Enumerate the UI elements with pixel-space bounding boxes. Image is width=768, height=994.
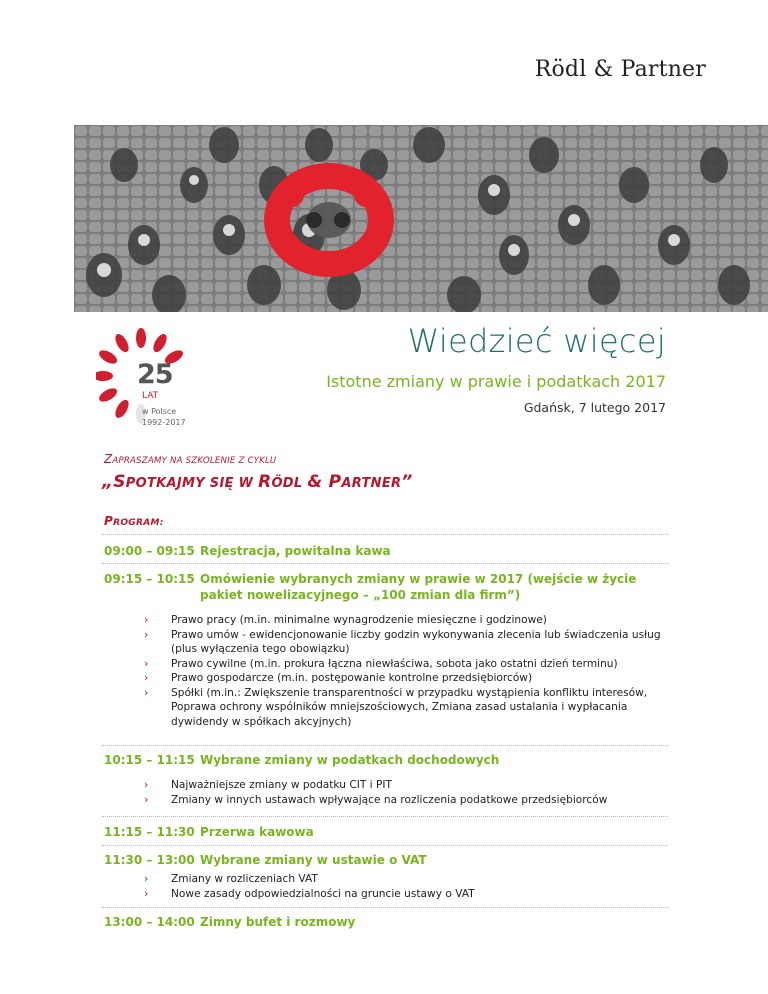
list-item <box>144 686 681 730</box>
list-item <box>144 872 681 887</box>
chevron-right-icon: › <box>144 778 149 791</box>
chevron-right-icon: › <box>144 613 149 626</box>
slot-time: 13:00 – 14:00 <box>104 915 195 929</box>
chevron-right-icon: › <box>144 627 149 641</box>
list-item-text: Prawo umów - ewidencjonowanie liczby godzin wykonywania zlecenia lub świadczenia usług (plus wyłączenia tego obowiązku) <box>171 628 661 655</box>
list-item <box>144 628 681 657</box>
agenda-slot <box>104 543 391 559</box>
logo-subtext <box>142 406 186 428</box>
agenda-slot <box>104 824 314 840</box>
list-item <box>144 793 681 808</box>
list-item-text: Nowe zasady odpowiedzialności na gruncie ustawy o VAT <box>171 887 475 900</box>
slot-title-cont: pakiet nowelizacyjnego – „100 zmian dla firm”) <box>200 588 521 602</box>
chevron-right-icon: › <box>144 671 149 684</box>
logo-sub-line-2: 1992-2017 <box>142 418 186 427</box>
slot-time: 09:15 – 10:15 <box>104 572 195 586</box>
list-item <box>144 657 681 672</box>
agenda-slot <box>104 914 355 930</box>
bullet-list <box>144 872 681 901</box>
list-item <box>144 613 681 628</box>
logo-lat: LAT <box>142 391 159 401</box>
event-date: Gdańsk, 7 lutego 2017 <box>523 400 666 415</box>
list-item-text: Prawo cywilne (m.in. prokura łączna niewłaściwa, sobota jako ostatni dzień terminu) <box>171 657 618 670</box>
page-title: Wiedzieć więcej <box>407 322 666 360</box>
list-item-text: Spółki (m.in.: Zwiększenie transparentności w przypadku wystąpienia konfliktu interesów, Poprawa ochrony wspólników mniejszościowych, Zmiana zasad ustalania i wypłacania dywidendy w spółkach akcyjnych) <box>171 686 648 728</box>
hero-photo-crowd <box>74 125 768 312</box>
slot-title: Wybrane zmiany w podatkach dochodowych <box>200 753 500 767</box>
anniversary-logo <box>96 324 226 434</box>
list-item <box>144 887 681 902</box>
logo-sub-line-1: w Polsce <box>142 407 177 416</box>
page-subtitle: Istotne zmiany w prawie i podatkach 2017 <box>326 372 666 391</box>
slot-title-block <box>200 571 636 603</box>
list-item-text: Zmiany w innych ustawach wpływające na rozliczenia podatkowe przedsiębiorców <box>171 793 608 806</box>
list-item-text: Zmiany w rozliczeniach VAT <box>171 873 318 885</box>
divider <box>102 534 668 535</box>
chevron-right-icon: › <box>144 886 149 900</box>
bullet-list <box>144 778 681 807</box>
slot-title: Omówienie wybranych zmiany w prawie w 2017 (wejście w życie <box>200 572 637 586</box>
chevron-right-icon: › <box>144 872 149 885</box>
brand-logo-text: Rödl & Partner <box>534 57 706 82</box>
program-label: PROGRAM: <box>104 514 164 528</box>
logo-number: 25 <box>137 359 173 390</box>
divider <box>102 845 668 846</box>
list-item-text: Prawo gospodarcze (m.in. postępowanie kontrolne przedsiębiorców) <box>171 672 533 684</box>
list-item-text: Prawo pracy (m.in. minimalne wynagrodzenie miesięczne i godzinowe) <box>171 614 547 626</box>
divider <box>102 907 668 908</box>
series-heading: „SPOTKAJMY SIĘ W RÖDL & PARTNER” <box>102 472 413 492</box>
chevron-right-icon: › <box>144 685 149 699</box>
divider <box>102 563 668 564</box>
slot-time: 11:15 – 11:30 <box>104 825 195 839</box>
agenda-slot <box>104 571 636 603</box>
slot-title: Rejestracja, powitalna kawa <box>200 544 391 558</box>
slot-time: 10:15 – 11:15 <box>104 753 195 767</box>
slot-title: Zimny bufet i rozmowy <box>200 915 356 929</box>
slot-title: Wybrane zmiany w ustawie o VAT <box>200 853 427 867</box>
list-item-text: Najważniejsze zmiany w podatku CIT i PIT <box>171 779 392 791</box>
agenda-slot <box>104 852 427 868</box>
chevron-right-icon: › <box>144 792 149 806</box>
chevron-right-icon: › <box>144 656 149 670</box>
list-item <box>144 778 681 793</box>
slot-time: 09:00 – 09:15 <box>104 544 195 558</box>
bullet-list <box>144 613 681 729</box>
agenda-slot <box>104 752 499 768</box>
list-item <box>144 671 681 686</box>
invite-heading: ZAPRASZAMY NA SZKOLENIE Z CYKLU <box>104 452 277 466</box>
slot-title: Przerwa kawowa <box>200 825 314 839</box>
divider <box>102 816 668 817</box>
divider <box>102 745 668 746</box>
slot-time: 11:30 – 13:00 <box>104 853 195 867</box>
